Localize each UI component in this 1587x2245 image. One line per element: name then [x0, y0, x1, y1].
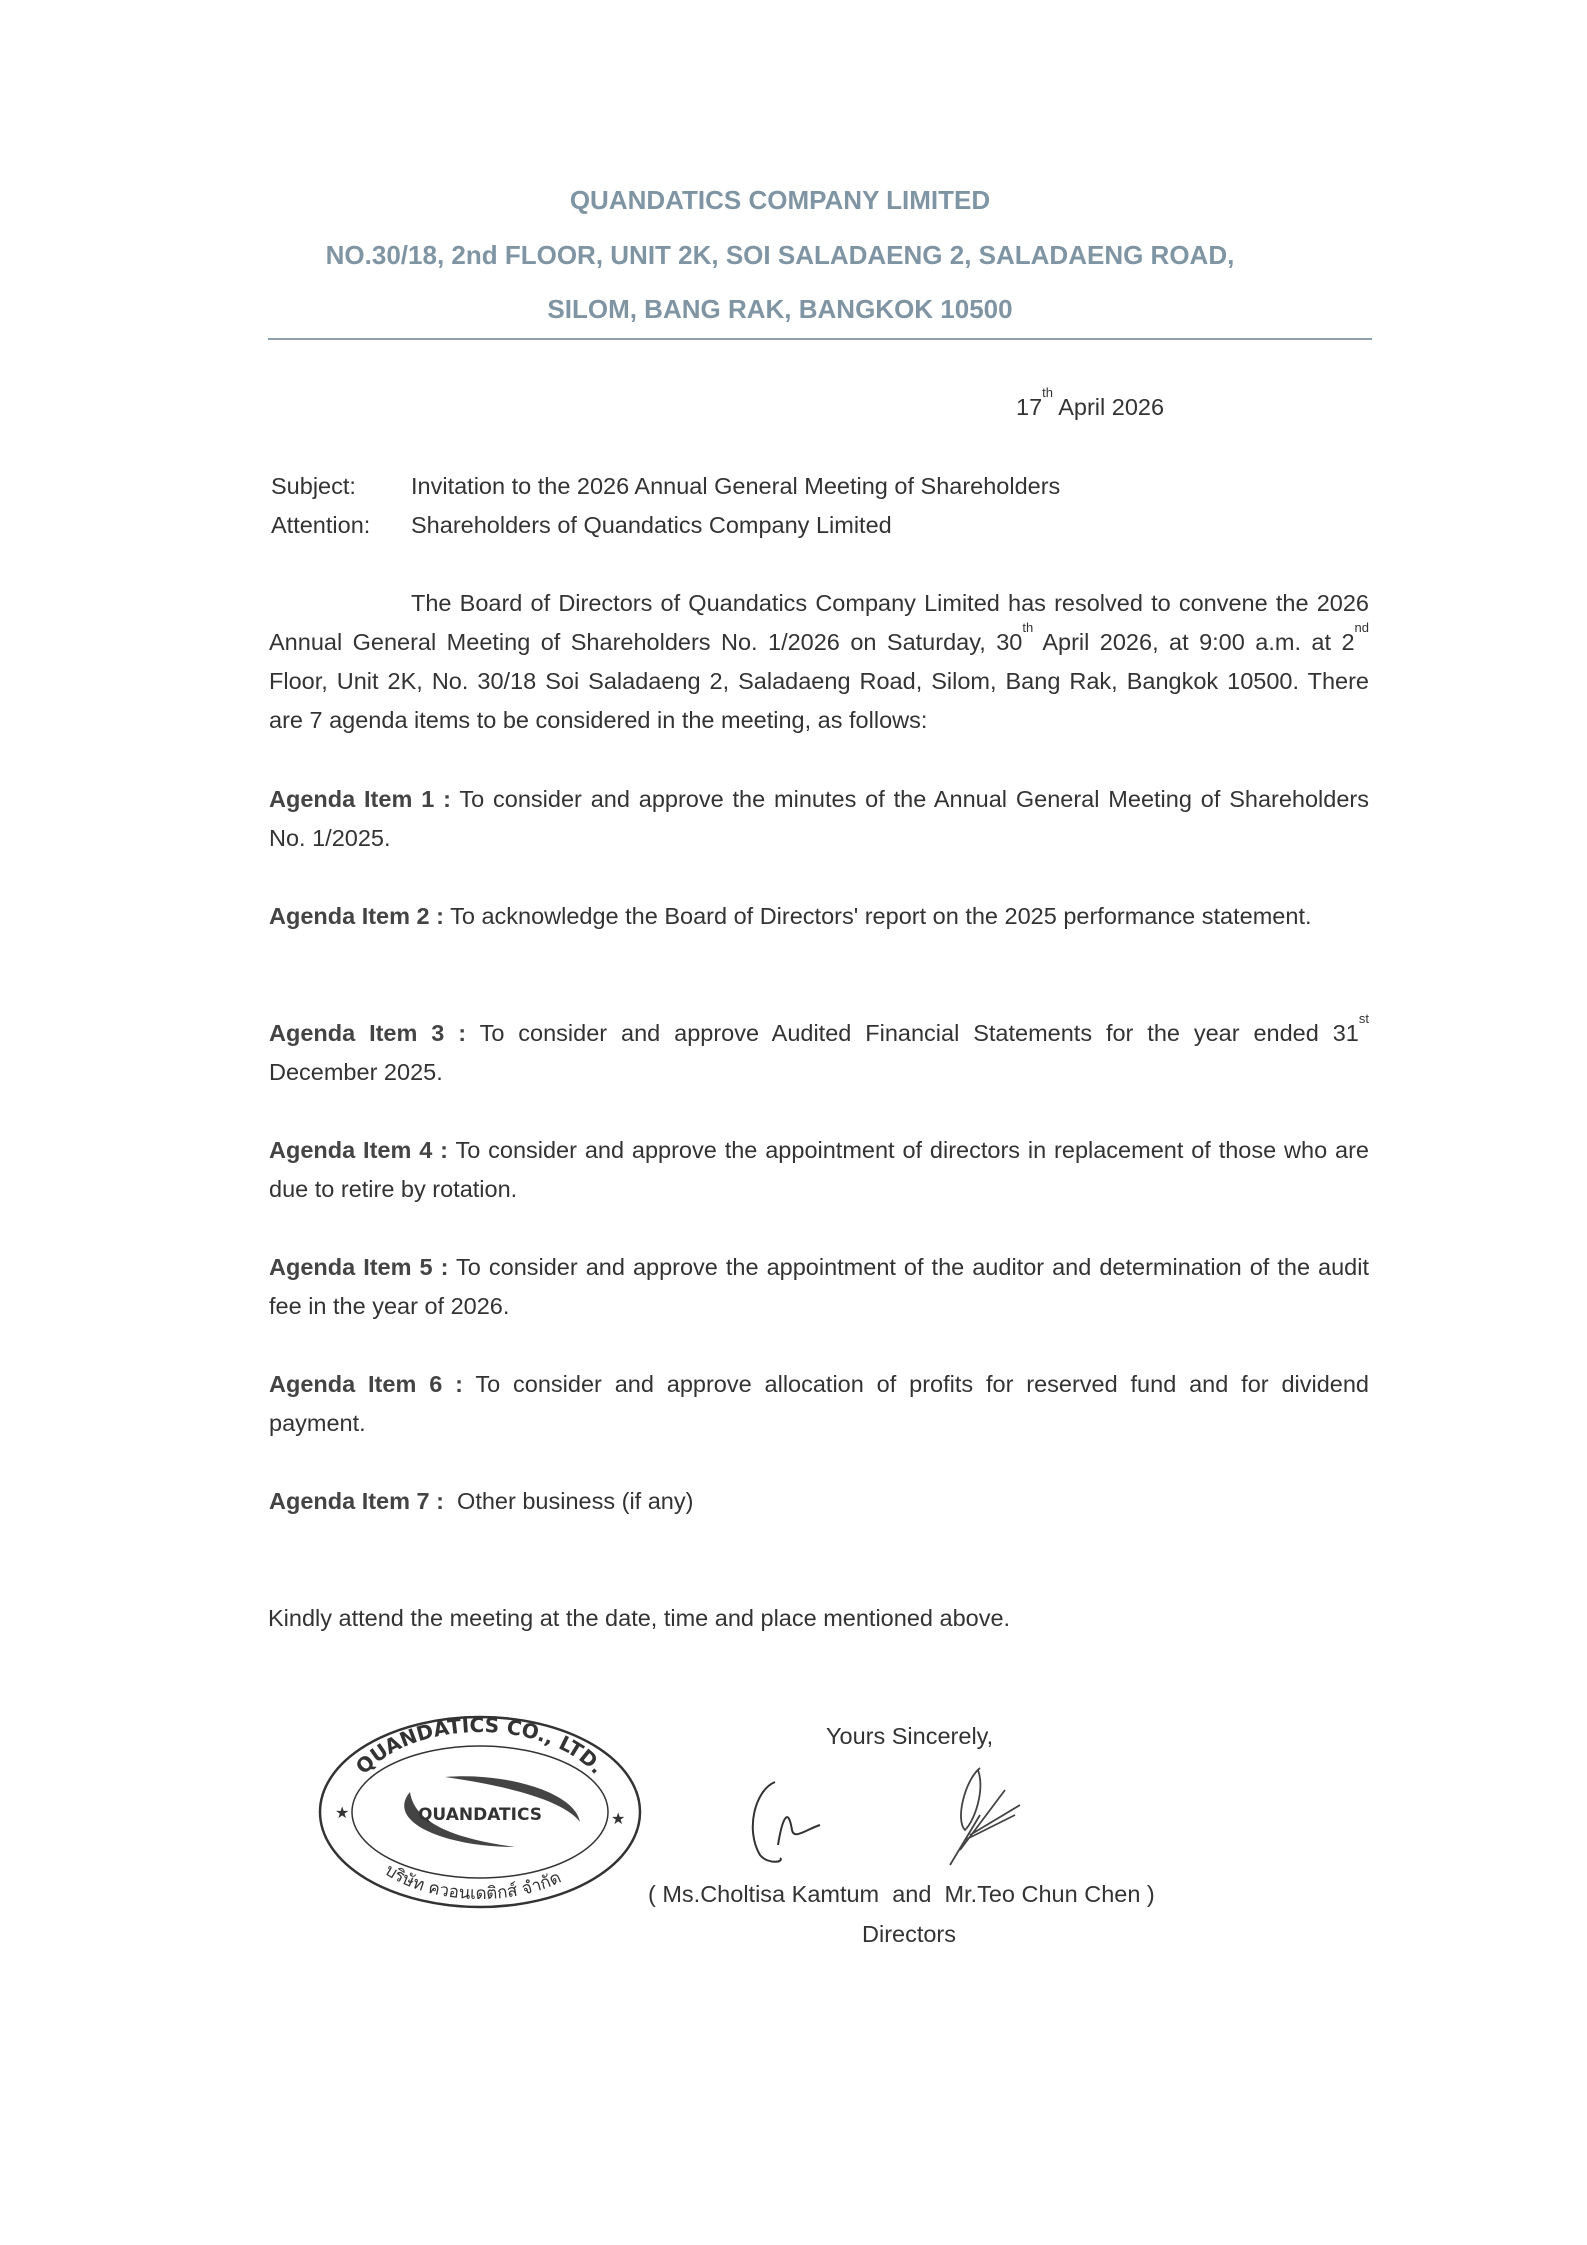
- director-signatures: [730, 1760, 1100, 1880]
- agenda-item-5: [269, 1248, 1369, 1326]
- agenda-label: Agenda Item 5 :: [269, 1254, 449, 1280]
- intro-text-3: Floor, Unit 2K, No. 30/18 Soi Saladaeng 2, Saladaeng Road, Silom, Bang Rak, Bangkok 10500. There are 7 agenda items to be considered in the meeting, as follows:: [269, 668, 1369, 733]
- letter-date: [1016, 385, 1165, 427]
- agenda-text-after: December 2025.: [269, 1059, 443, 1085]
- agenda-label: Agenda Item 1 :: [269, 786, 451, 812]
- agenda-item-1: [269, 780, 1369, 858]
- intro-text-2: April 2026, at 9:00 a.m. at 2: [1033, 629, 1355, 655]
- star-icon: ★: [335, 1805, 350, 1822]
- company-address-line1: NO.30/18, 2nd FLOOR, UNIT 2K, SOI SALADAENG 2, SALADAENG ROAD,: [325, 240, 1235, 270]
- seal-top-text: QUANDATICS CO., LTD.: [350, 1712, 610, 1779]
- agenda-item-7: [269, 1482, 1369, 1521]
- company-seal: [315, 1712, 645, 1912]
- company-name: QUANDATICS COMPANY LIMITED: [569, 185, 991, 215]
- subject-value: Invitation to the 2026 Annual General Meeting of Shareholders: [411, 473, 1061, 499]
- agenda-text: To consider and approve the appointment of the auditor and determination of the audit fee in the year of 2026.: [269, 1254, 1369, 1319]
- agenda-label: Agenda Item 4 :: [269, 1137, 448, 1163]
- agenda-sup: st: [1358, 1011, 1369, 1026]
- signoff-greeting: Yours Sincerely,: [826, 1723, 994, 1749]
- agenda-item-4: [269, 1131, 1369, 1209]
- signature-teo: [950, 1768, 1020, 1865]
- agenda-label: Agenda Item 6 :: [269, 1371, 463, 1397]
- agenda-text: To consider and approve the appointment of directors in replacement of those who are due to retire by rotation.: [269, 1137, 1369, 1202]
- closing-sentence: Kindly attend the meeting at the date, time and place mentioned above.: [268, 1605, 1011, 1631]
- header-divider: [268, 338, 1372, 340]
- intro-paragraph: [269, 584, 1369, 740]
- subject-label: Subject:: [271, 473, 356, 499]
- agenda-item-3: [269, 1011, 1369, 1092]
- star-icon: ★: [611, 1811, 626, 1828]
- agenda-item-6: [269, 1365, 1369, 1443]
- intro-sup-2: nd: [1354, 620, 1370, 635]
- director-title: Directors: [862, 1921, 957, 1947]
- agenda-text: Other business (if any): [443, 1488, 694, 1514]
- agenda-text: To consider and approve the minutes of the Annual General Meeting of Shareholders No. 1/2025.: [269, 786, 1369, 851]
- agenda-text: To consider and approve allocation of profits for reserved fund and for dividend payment.: [269, 1371, 1369, 1436]
- agenda-text: To acknowledge the Board of Directors' report on the 2025 performance statement.: [443, 903, 1312, 929]
- date-rest: April 2026: [1052, 394, 1165, 420]
- intro-text-1: The Board of Directors of Quandatics Company Limited has resolved to convene the 2026 Annual General Meeting of Shareholders No. 1/2026 on Saturday, 30: [269, 590, 1369, 655]
- company-address-line2: SILOM, BANG RAK, BANGKOK 10500: [547, 294, 1013, 324]
- date-suffix: th: [1042, 385, 1053, 400]
- attention-value: Shareholders of Quandatics Company Limited: [411, 512, 892, 538]
- agenda-item-2: [269, 897, 1369, 936]
- seal-center-text: QUANDATICS: [417, 1805, 543, 1825]
- agenda-label: Agenda Item 7 :: [269, 1488, 444, 1514]
- director-names: ( Ms.Choltisa Kamtum and Mr.Teo Chun Chen ): [648, 1881, 1155, 1907]
- attention-label: Attention:: [271, 512, 371, 538]
- agenda-label: Agenda Item 2 :: [269, 903, 444, 929]
- seal-bottom-text: บริษัท ควอนเดติกส์ จำกัด: [381, 1860, 565, 1905]
- agenda-label: Agenda Item 3 :: [269, 1020, 467, 1046]
- intro-sup-1: th: [1022, 620, 1034, 635]
- date-day: 17: [1016, 394, 1043, 420]
- signature-choltisa: [753, 1782, 820, 1862]
- agenda-text: To consider and approve Audited Financial Statements for the year ended 31: [466, 1020, 1359, 1046]
